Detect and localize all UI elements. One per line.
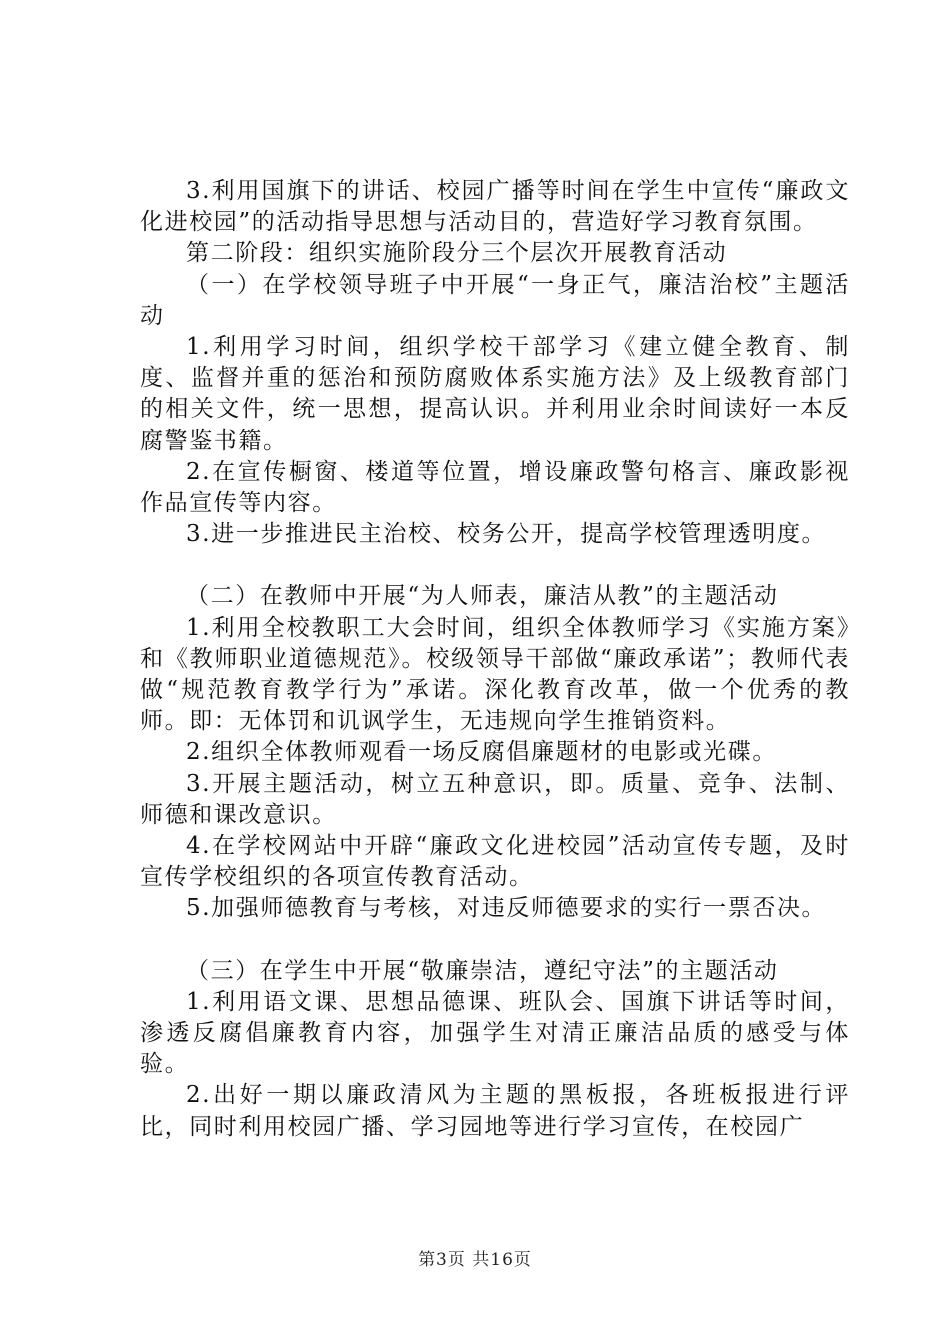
page-number-footer: 第3页 共16页 bbox=[418, 1250, 532, 1270]
paragraph: 1.利用学习时间，组织学校干部学习《建立健全教育、制度、监督并重的惩治和预防腐败体系实施方法》及上级教育部门的相关文件，统一思想，提高认识。并利用业余时间读好一本反腐警鉴书籍。 bbox=[140, 334, 850, 454]
paragraph: 3.利用国旗下的讲话、校园广播等时间在学生中宣传“廉政文化进校园”的活动指导思想与活动目的，营造好学习教育氛围。 bbox=[140, 178, 850, 236]
paragraph: 1.利用全校教职工大会时间，组织全体教师学习《实施方案》和《教师职业道德规范》。校级领导干部做“廉政承诺”；教师代表做“规范教育教学行为”承诺。深化教育改革，做一个优秀的教师。即：无体罚和讥讽学生，无违规向学生推销资料。 bbox=[140, 614, 850, 735]
paragraph: 1.利用语文课、思想品德课、班队会、国旗下讲话等时间，渗透反腐倡廉教育内容，加强学生对清正廉洁品质的感受与体验。 bbox=[140, 988, 850, 1078]
paragraph: 第二阶段：组织实施阶段分三个层次开展教育活动 bbox=[186, 240, 728, 267]
paragraph: 3.开展主题活动，树立五种意识，即。质量、竞争、法制、师德和课改意识。 bbox=[140, 770, 850, 828]
section-heading: （一）在学校领导班子中开展“一身正气，廉洁治校”主题活动 bbox=[140, 271, 850, 329]
paragraph: 4.在学校网站中开辟“廉政文化进校园”活动宣传专题，及时宣传学校组织的各项宣传教育活动。 bbox=[140, 833, 850, 891]
paragraph: 2.在宣传橱窗、楼道等位置，增设廉政警句格言、廉政影视作品宣传等内容。 bbox=[140, 458, 850, 517]
paragraph: 5.加强师德教育与考核，对违反师德要求的实行一票否决。 bbox=[186, 895, 827, 922]
paragraph: 2.组织全体教师观看一场反腐倡廉题材的电影或光碟。 bbox=[186, 739, 777, 766]
paragraph: 3.进一步推进民主治校、校务公开，提高学校管理透明度。 bbox=[186, 521, 827, 548]
document-body bbox=[140, 176, 850, 1143]
section-heading: （三）在学生中开展“敬廉崇洁，遵纪守法”的主题活动 bbox=[186, 957, 779, 984]
section-heading: （二）在教师中开展“为人师表，廉洁从教”的主题活动 bbox=[186, 583, 779, 610]
paragraph: 2.出好一期以廉政清风为主题的黑板报，各班板报进行评比，同时利用校园广播、学习园地等进行学习宣传，在校园广 bbox=[140, 1082, 850, 1140]
